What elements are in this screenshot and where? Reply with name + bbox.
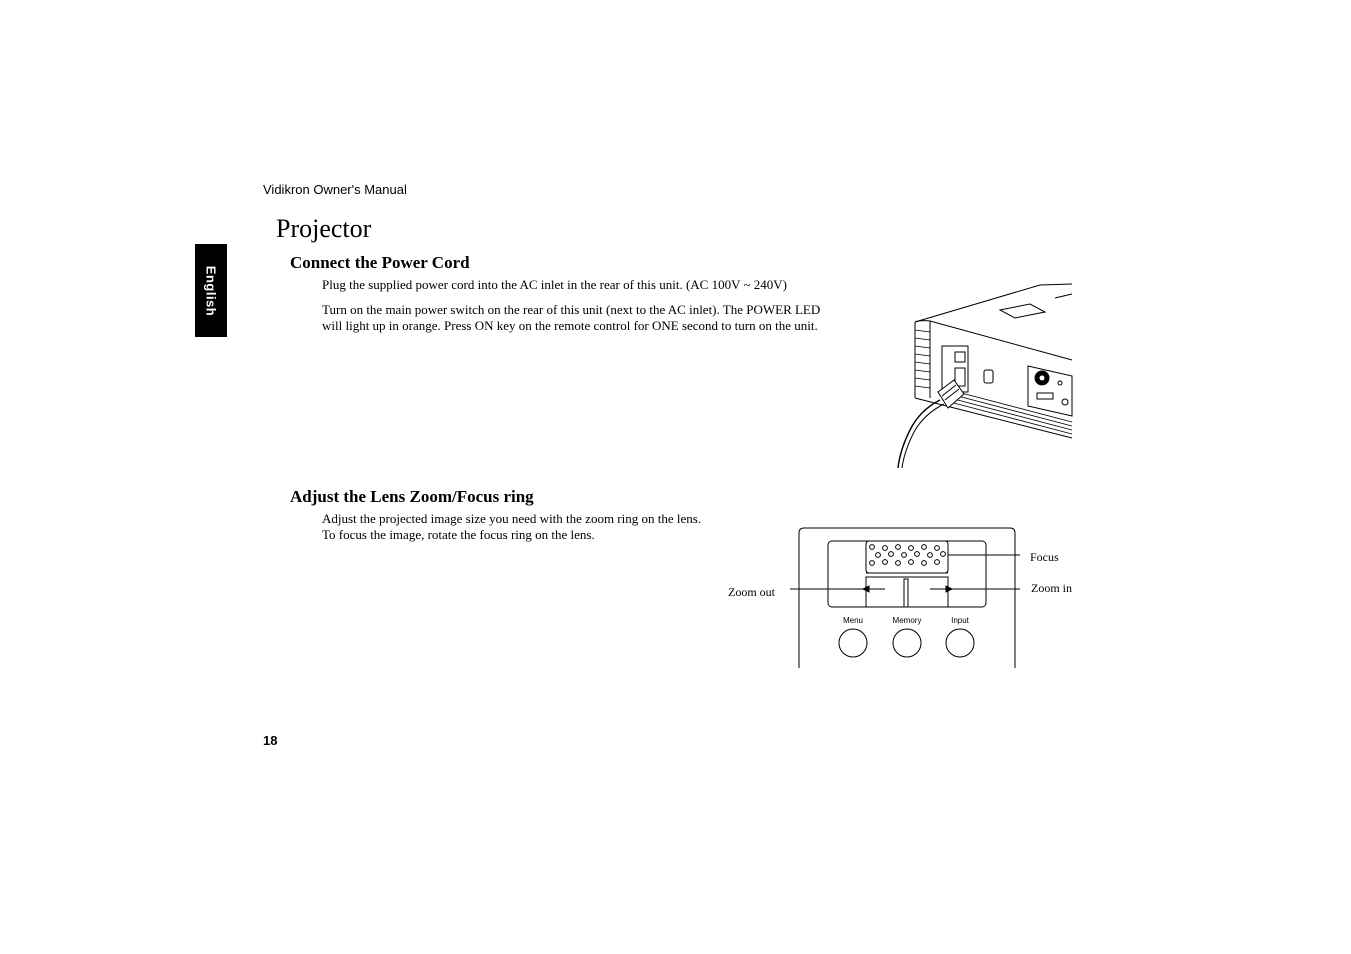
language-tab-label: English [203, 265, 219, 316]
projector-power-illustration [860, 280, 1075, 480]
running-header: Vidikron Owner's Manual [263, 182, 407, 197]
menu-button-shape [839, 629, 867, 657]
paragraph-plug-cord: Plug the supplied power cord into the AC inlet in the rear of this unit. (AC 100V ~ 240V) [322, 277, 787, 292]
memory-button-shape [893, 629, 921, 657]
input-button-label: Input [951, 616, 969, 625]
callout-focus: Focus [1030, 550, 1059, 564]
paragraph-focus: To focus the image, rotate the focus ring on the lens. [322, 527, 595, 542]
menu-button-label: Menu [842, 616, 864, 625]
focus-ring-dots [870, 545, 946, 566]
section-heading-lens: Adjust the Lens Zoom/Focus ring [290, 487, 534, 506]
callout-zoom-out: Zoom out [728, 585, 775, 599]
memory-button-label: Memory [892, 616, 922, 625]
language-tab [195, 244, 227, 337]
paragraph-power-switch-line1: Turn on the main power switch on the rear of this unit (next to the AC inlet). The POWER LED [322, 302, 821, 317]
section-heading-power-cord: Connect the Power Cord [290, 253, 470, 272]
paragraph-power-switch-line2: will light up in orange. Press ON key on the remote control for ONE second to turn on the unit. [322, 318, 818, 333]
callout-zoom-in: Zoom in [1031, 581, 1072, 595]
zoom-lever [904, 579, 908, 607]
lens-ring-illustration [785, 525, 1020, 670]
input-button-shape [946, 629, 974, 657]
page-number: 18 [263, 733, 278, 748]
page-title: Projector [276, 214, 372, 243]
paragraph-zoom: Adjust the projected image size you need with the zoom ring on the lens. [322, 511, 702, 526]
